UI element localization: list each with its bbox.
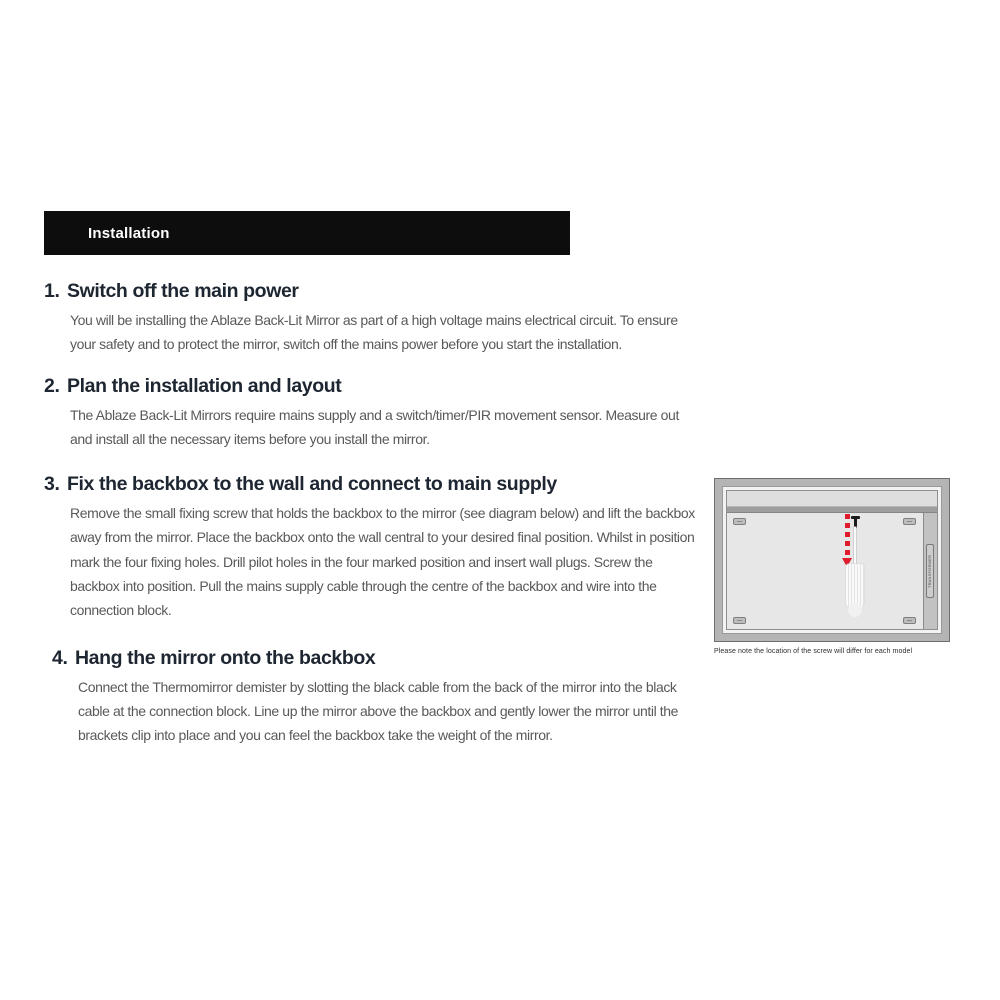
- section-title: Installation: [88, 224, 170, 242]
- step-4-number: 4.: [52, 646, 68, 669]
- backbox-diagram: [714, 478, 950, 655]
- fixing-bracket-top-right: [903, 518, 916, 525]
- transformer-unit: [926, 544, 934, 598]
- backbox-outer-frame: [714, 478, 950, 642]
- fixing-bracket-top-left: [733, 518, 746, 525]
- step-3-title: Fix the backbox to the wall and connect to main supply: [67, 473, 557, 496]
- backbox-top-rail: [727, 491, 937, 507]
- step-3-number: 3.: [44, 473, 60, 496]
- transformer-label: TRANSFORMER: [927, 554, 933, 588]
- screwdriver-shaft-icon: [854, 527, 856, 565]
- step-2: [44, 374, 694, 452]
- section-header-bar: [44, 211, 570, 255]
- step-3-body: Remove the small fixing screw that holds the backbox to the mirror (see diagram below) and lift the backbox away from the mirror. Place the backbox onto the wall central to your desired final position. Whilst in position mark the four fixing holes. Drill pilot holes in the four marked position and insert wall plugs. Screw the backbox into position. Pull the mains supply cable through the centre of the backbox and wire into the connection block.: [70, 505, 695, 619]
- figure-caption: Please note the location of the screw will differ for each model: [714, 648, 913, 655]
- screwdriver-handle-icon: [846, 564, 864, 611]
- step-1-heading: [44, 279, 694, 303]
- step-2-number: 2.: [44, 374, 60, 397]
- transformer-rail: [923, 513, 937, 629]
- backbox-body: [726, 490, 938, 630]
- fixing-bracket-bottom-left: [733, 617, 746, 624]
- step-2-body: The Ablaze Back-Lit Mirrors require mains supply and a switch/timer/PIR movement sensor. Measure out and install all the necessary items before you install the mirror.: [70, 406, 679, 447]
- step-4-body: Connect the Thermomirror demister by slotting the black cable from the back of the mirror into the black cable at the connection block. Line up the mirror above the backbox and gently lower the mirror until the brackets clip into place and you can feel the backbox take the weight of the mirror.: [78, 678, 679, 744]
- step-1-number: 1.: [44, 280, 60, 302]
- fixing-bracket-bottom-right: [903, 617, 916, 624]
- backbox-panel: [727, 513, 937, 629]
- step-2-title: Plan the installation and layout: [67, 374, 342, 397]
- step-1-title: Switch off the main power: [67, 280, 299, 302]
- backbox-inner-frame: [722, 486, 942, 634]
- step-3: [44, 472, 694, 622]
- step-4: [52, 646, 694, 748]
- step-1-body: You will be installing the Ablaze Back-Lit Mirror as part of a high voltage mains electrical circuit. To ensure your safety and to protect the mirror, switch off the mains power before you start the installation.: [70, 312, 678, 353]
- step-4-heading: [52, 646, 694, 670]
- step-3-heading: [44, 472, 694, 496]
- step-4-title: Hang the mirror onto the backbox: [75, 646, 376, 669]
- instructions-column: [44, 211, 694, 748]
- step-1: [44, 279, 694, 357]
- step-2-heading: [44, 374, 694, 398]
